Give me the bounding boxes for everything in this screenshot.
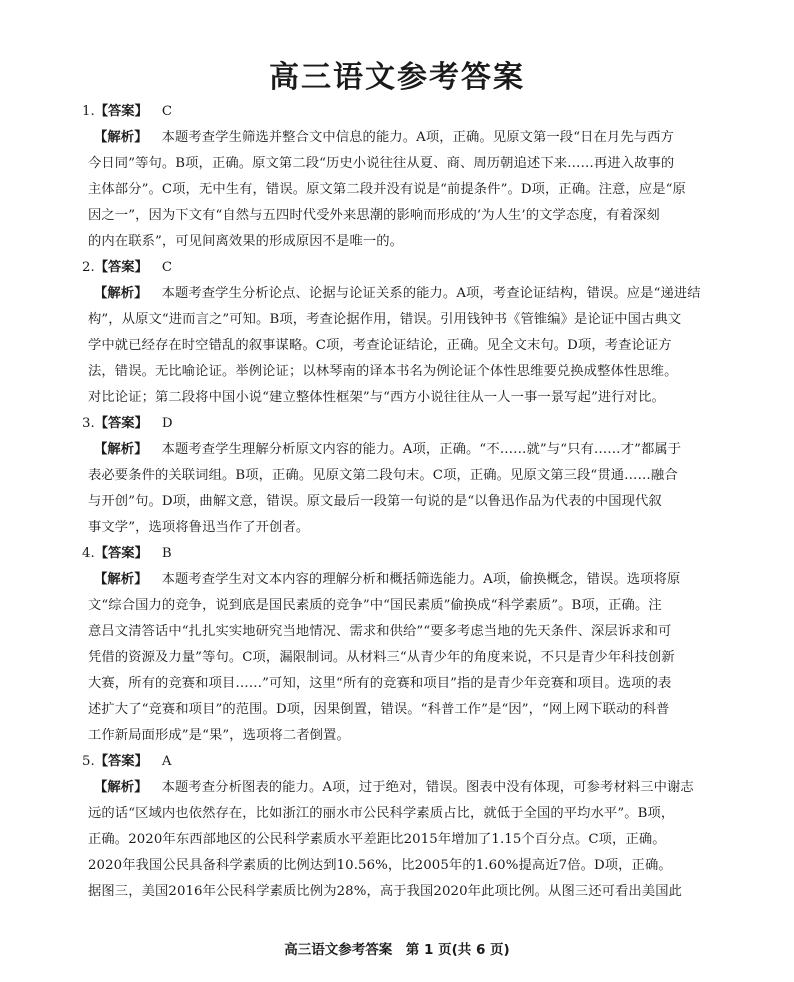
analysis-text: 工作新局面形成”是“果”，选项将二者倒置。 [88, 728, 350, 743]
analysis-line [88, 515, 720, 541]
analysis-line [88, 177, 720, 203]
answer-choice: C [161, 260, 173, 275]
analysis-text: 今日同”等句。B项，正确。原文第二段“历史小说往往从夏、商、周历朝追述下来……再进入故事的 [88, 156, 675, 171]
analysis-line [88, 827, 720, 853]
analysis-line [88, 723, 720, 749]
analysis-label: 【解析】 [94, 572, 148, 587]
analysis-label: 【解析】 [94, 130, 148, 145]
analysis-text: 凭借的资源及力量”等句。C项，漏限制词。从材料三“从青少年的角度来说，不只是青少年科技创新 [88, 650, 675, 665]
answer-label: 【答案】 [94, 104, 148, 119]
analysis-text: 法，错误。无比喻论证。举例论证；以林琴南的译本书名为例论证个体性思维要兑换成整体性思维。 [88, 364, 678, 379]
analysis-text: 构”，从原文“进而言之”可知。B项，考查论据作用，错误。引用钱钟书《管锥编》是论证中国古典文 [88, 312, 682, 327]
analysis-text: 本题考查学生对文本内容的理解分析和概括筛选能力。A项，偷换概念，错误。选项将原 [161, 572, 681, 587]
analysis-line [88, 359, 720, 385]
analysis-line [88, 229, 720, 255]
analysis-label: 【解析】 [94, 442, 148, 457]
question-block [82, 99, 720, 255]
analysis-text: 事文学”，选项将鲁迅当作了开创者。 [88, 520, 310, 535]
analysis-text: 与开创”句。D项，曲解文意，错误。原文最后一段第一句说的是“以鲁迅作品为代表的中国现代叙 [88, 494, 662, 509]
analysis-line [88, 307, 720, 333]
analysis-text: 本题考查学生分析论点、论据与论证关系的能力。A项，考查论证结构，错误。应是“递进结 [161, 286, 701, 301]
analysis-line [88, 567, 720, 593]
page-footer: 高三语文参考答案 第 1 页(共 6 页) [284, 942, 510, 958]
question-block [82, 749, 720, 905]
answers-body [82, 99, 720, 905]
answer-line [82, 411, 720, 437]
analysis-text: 文“综合国力的竞争，说到底是国民素质的竞争”中“国民素质”偷换成“科学素质”。B项，正确。注 [88, 598, 662, 613]
analysis-text: 的内在联系”，可见间离效果的形成原因不是唯一的。 [88, 234, 404, 249]
answer-label: 【答案】 [94, 546, 148, 561]
analysis-text: 本题考查学生理解分析原文内容的能力。A项，正确。“不……就”与“只有……才”都属于 [161, 442, 682, 457]
question-number: 3. [82, 416, 95, 431]
analysis-line [88, 671, 720, 697]
analysis-text: 本题考查分析图表的能力。A项，过于绝对，错误。图表中没有体现，可参考材料三中谢志 [161, 780, 694, 795]
question-number: 2. [82, 260, 95, 275]
answer-line [82, 255, 720, 281]
question-number: 4. [82, 546, 95, 561]
answer-label: 【答案】 [94, 260, 148, 275]
analysis-line [88, 333, 720, 359]
answer-label: 【答案】 [94, 754, 148, 769]
answer-choice: A [161, 754, 172, 769]
analysis-text: 正确。2020年东西部地区的公民科学素质水平差距比2015年增加了1.15个百分点。C项，正确。 [88, 832, 666, 847]
analysis-text: 据图三，美国2016年公民科学素质比例为28%，高于我国2020年此项比例。从图三还可看出美国此 [88, 884, 683, 899]
analysis-text: 大赛，所有的竞赛和项目……”可知，这里“所有的竞赛和项目”指的是青少年竞赛和项目。选项的表 [88, 676, 672, 691]
analysis-line [88, 203, 720, 229]
answer-choice: D [161, 416, 173, 431]
analysis-line [88, 151, 720, 177]
answer-choice: C [161, 104, 173, 119]
analysis-label: 【解析】 [94, 286, 148, 301]
question-block [82, 255, 720, 411]
analysis-text: 远的话“区域内也依然存在，比如浙江的丽水市公民科学素质占比，就低于全国的平均水平”。B项， [88, 806, 675, 821]
answer-choice: B [161, 546, 172, 561]
analysis-text: 意吕文清答话中“扎扎实实地研究当地情况、需求和供给”“要多考虑当地的先天条件、深层诉求和可 [88, 624, 672, 639]
analysis-text: 因之一”，因为下文有“自然与五四时代受外来思潮的影响而形成的‘为人生’的文学态度，有着深刻 [88, 208, 660, 223]
analysis-label: 【解析】 [94, 780, 148, 795]
analysis-line [88, 593, 720, 619]
analysis-line [88, 879, 720, 905]
analysis-line [88, 281, 720, 307]
analysis-text: 本题考查学生筛选并整合文中信息的能力。A项，正确。见原文第一段“日在月先与西方 [161, 130, 674, 145]
analysis-line [88, 697, 720, 723]
question-block [82, 541, 720, 749]
answer-label: 【答案】 [94, 416, 148, 431]
analysis-line [88, 437, 720, 463]
analysis-line [88, 489, 720, 515]
analysis-line [88, 619, 720, 645]
analysis-text: 述扩大了“竞赛和项目”的范围。D项，因果倒置，错误。“科普工作”是“因”，“网上网下联动的科普 [88, 702, 670, 717]
answer-line [82, 749, 720, 775]
analysis-line [88, 801, 720, 827]
analysis-line [88, 463, 720, 489]
question-number: 1. [82, 104, 95, 119]
answer-line [82, 99, 720, 125]
analysis-line [88, 385, 720, 411]
analysis-text: 主体部分”。C项，无中生有，错误。原文第二段并没有说是“前提条件”。D项，正确。注意，应是“原 [88, 182, 686, 197]
page-title: 高三语文参考答案 [269, 60, 525, 95]
question-block [82, 411, 720, 541]
question-number: 5. [82, 754, 95, 769]
analysis-line [88, 853, 720, 879]
analysis-text: 2020年我国公民具备科学素质的比例达到10.56%，比2005年的1.60%提高近7倍。D项，正确。 [88, 858, 672, 873]
analysis-text: 表必要条件的关联词组。B项，正确。见原文第二段句末。C项，正确。见原文第三段“贯通……融合 [88, 468, 678, 483]
analysis-text: 学中就已经存在时空错乱的叙事谋略。C项，考查论证结论，正确。见全文末句。D项，考查论证方 [88, 338, 672, 353]
analysis-line [88, 125, 720, 151]
analysis-line [88, 645, 720, 671]
answer-line [82, 541, 720, 567]
analysis-text: 对比论证；第二段将中国小说“建立整体性框架”与“西方小说往往从一人一事一景写起”进行对比。 [88, 390, 665, 405]
analysis-line [88, 775, 720, 801]
